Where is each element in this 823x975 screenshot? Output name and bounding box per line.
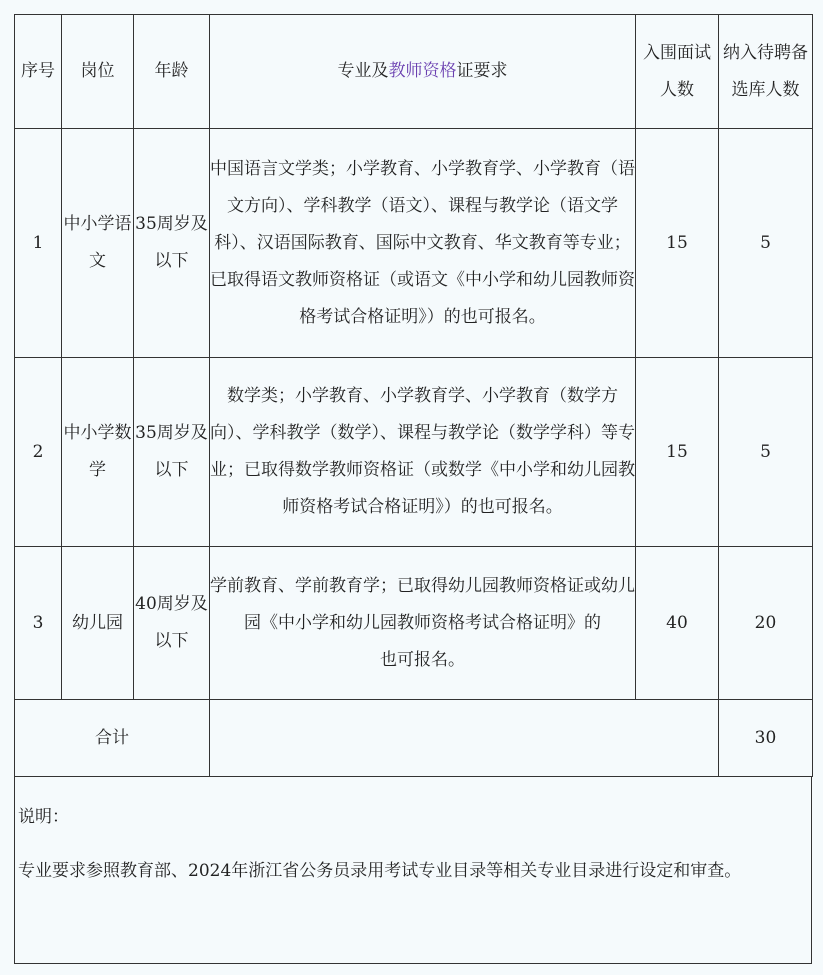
- header-row: [15, 15, 813, 129]
- header-age: 年龄: [134, 15, 210, 129]
- row-reserve-count: 5: [719, 129, 813, 358]
- row-requirement: 数学类；小学教育、小学教育学、小学教育（数学方向）、学科教学（数学）、课程与教学论（数学学科）等专业；已取得数学教师资格证（或数学《中小学和幼儿园教师资格考试合格证明》）的也可报名。: [210, 358, 636, 547]
- table-row: [15, 358, 813, 547]
- row-age: 35周岁及以下: [134, 129, 210, 358]
- total-label: 合计: [15, 700, 210, 777]
- header-reserve-count: 纳入待聘备选库人数: [719, 15, 813, 129]
- row-requirement-tail: 也可报名。: [380, 649, 465, 670]
- total-reserve-count: 30: [719, 700, 813, 777]
- row-seq: 1: [15, 129, 62, 358]
- notes-section: [14, 777, 812, 964]
- header-req-suffix: 证要求: [456, 61, 508, 81]
- total-empty: [210, 700, 719, 777]
- row-requirement: [210, 547, 636, 700]
- header-req-highlight: 教师资格: [388, 61, 457, 81]
- row-age: 35周岁及以下: [134, 358, 210, 547]
- row-post: 中小学语文: [62, 129, 134, 358]
- table-row: [15, 129, 813, 358]
- header-requirement: [210, 15, 636, 129]
- row-age: 40周岁及以下: [134, 547, 210, 700]
- header-req-prefix: 专业及: [337, 61, 389, 81]
- notes-title: 说明：: [18, 807, 69, 827]
- row-post: 中小学数学: [62, 358, 134, 547]
- row-interview-count: 15: [636, 129, 719, 358]
- row-requirement: 中国语言文学类；小学教育、小学教育学、小学教育（语文方向）、学科教学（语文）、课程与教学论（语文学科）、汉语国际教育、国际中文教育、华文教育等专业；已取得语文教师资格证（或语文《中小学和幼儿园教师资格考试合格证明》）的也可报名。: [210, 129, 636, 358]
- row-reserve-count: 5: [719, 358, 813, 547]
- recruitment-table: [14, 14, 813, 777]
- header-interview-count: 入围面试人数: [636, 15, 719, 129]
- row-requirement-main: 学前教育、学前教育学；已取得幼儿园教师资格证或幼儿园《中小学和幼儿园教师资格考试合格证明》的: [210, 575, 635, 633]
- total-row: [15, 700, 813, 777]
- table-row: [15, 547, 813, 700]
- row-reserve-count: 20: [719, 547, 813, 700]
- row-post: 幼儿园: [62, 547, 134, 700]
- header-post: 岗位: [62, 15, 134, 129]
- notes-text: 专业要求参照教育部、2024年浙江省公务员录用考试专业目录等相关专业目录进行设定和审查。: [18, 861, 742, 881]
- row-seq: 3: [15, 547, 62, 700]
- row-seq: 2: [15, 358, 62, 547]
- header-seq: 序号: [15, 15, 62, 129]
- row-interview-count: 15: [636, 358, 719, 547]
- row-interview-count: 40: [636, 547, 719, 700]
